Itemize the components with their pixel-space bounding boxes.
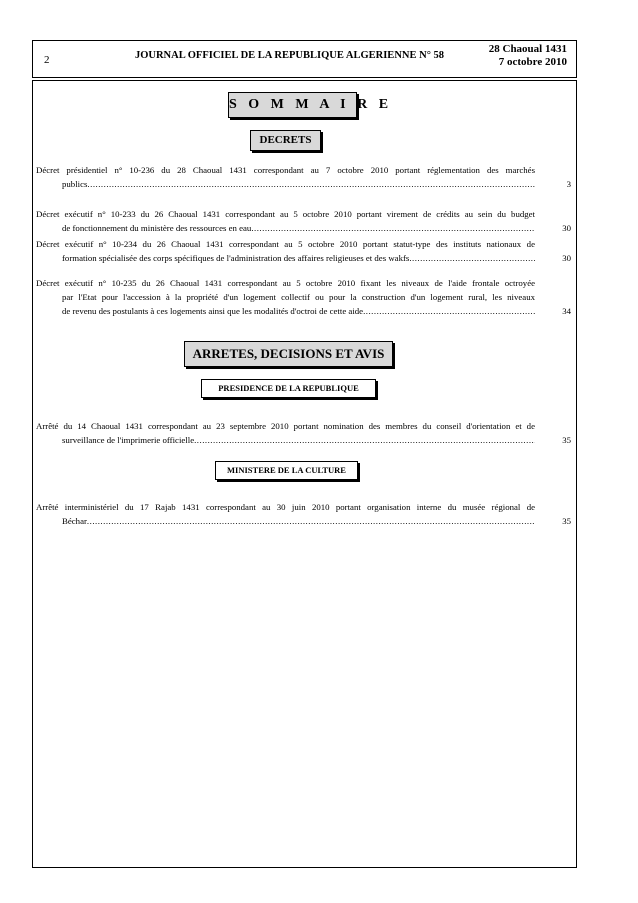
leader-dots <box>251 221 535 235</box>
sommaire-title: S O M M A I R E <box>228 92 357 118</box>
entry-text-end: Béchar <box>62 516 87 526</box>
leader-dots <box>87 514 535 528</box>
entry-text-mid: par l'Etat pour l'accession à la propriété d'un logement collectif ou pour la construction d'un logement rural, les niveaux <box>62 292 535 302</box>
leader-dots <box>87 177 535 191</box>
toc-entry-decret-1[interactable] <box>36 163 571 191</box>
issue-date <box>489 43 567 69</box>
entry-text: Arrêté interministériel du 17 Rajab 1431 correspondant au 30 juin 2010 portant organisation interne du musée régional de <box>36 502 535 512</box>
entry-text: Décret présidentiel n° 10-236 du 28 Chaoual 1431 correspondant au 7 octobre 2010 portant réglementation des marchés <box>36 165 535 175</box>
entry-page: 35 <box>562 516 571 526</box>
entry-text-end: de fonctionnement du ministère des ressources en eau <box>62 223 252 233</box>
decrets-heading: DECRETS <box>250 130 321 151</box>
page-number: 2 <box>44 54 50 66</box>
entry-page: 30 <box>562 223 571 233</box>
toc-entry-decret-3[interactable] <box>36 237 571 265</box>
page-header <box>32 40 577 78</box>
toc-entry-arrete-culture[interactable] <box>36 500 571 528</box>
leader-dots <box>363 304 535 318</box>
entry-text-end: publics <box>62 179 88 189</box>
entry-text: Arrêté du 14 Chaoual 1431 correspondant au 23 septembre 2010 portant nomination des membres du conseil d'orientation et de <box>36 421 535 431</box>
entry-text-end: de revenu des postulants à ces logements ainsi que les modalités d'octroi de cette aide <box>62 306 364 316</box>
leader-dots <box>194 433 535 447</box>
entry-text-end: surveillance de l'imprimerie officielle <box>62 435 195 445</box>
date-hijri: 28 Chaoual 1431 <box>488 43 567 55</box>
presidence-heading: PRESIDENCE DE LA REPUBLIQUE <box>201 379 376 398</box>
entry-text: Décret exécutif n° 10-235 du 26 Chaoual 1431 correspondant au 5 octobre 2010 fixant les niveaux de l'aide frontale octroyée <box>36 278 535 288</box>
arretes-heading: ARRETES, DECISIONS ET AVIS <box>184 341 393 367</box>
toc-entry-arrete-presidence[interactable] <box>36 419 571 447</box>
entry-page: 3 <box>566 179 571 189</box>
date-gregorian: 7 octobre 2010 <box>498 56 567 68</box>
entry-page: 30 <box>562 253 571 263</box>
toc-entry-decret-2[interactable] <box>36 207 571 235</box>
toc-entry-decret-4[interactable] <box>36 276 571 318</box>
culture-heading: MINISTERE DE LA CULTURE <box>215 461 358 480</box>
entry-page: 34 <box>562 306 571 316</box>
entry-text-end: formation spécialisée des corps spécifiques de l'administration des affaires religieuses et des wakfs <box>62 253 410 263</box>
entry-text: Décret exécutif n° 10-233 du 26 Chaoual 1431 correspondant au 5 octobre 2010 portant virement de crédits au sein du budget <box>36 209 535 219</box>
entry-text: Décret exécutif n° 10-234 du 26 Chaoual 1431 correspondant au 5 octobre 2010 portant statut-type des instituts nationaux de <box>36 239 535 249</box>
entry-page: 35 <box>562 435 571 445</box>
journal-title: JOURNAL OFFICIEL DE LA REPUBLIQUE ALGERIENNE N° 58 <box>134 50 445 61</box>
leader-dots <box>409 251 535 265</box>
